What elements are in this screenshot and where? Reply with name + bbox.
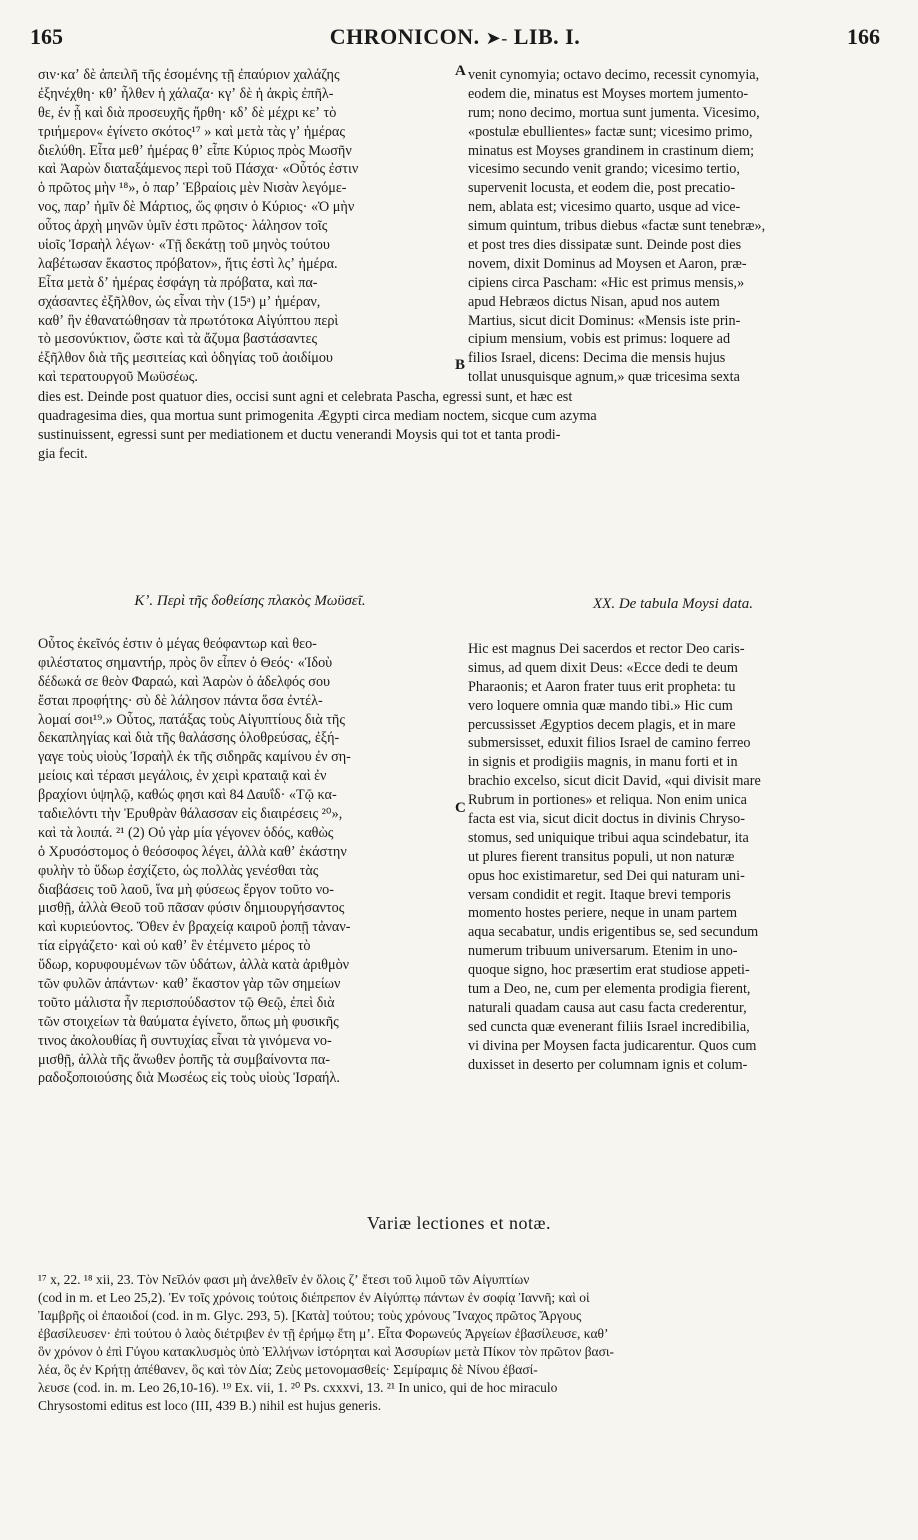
- section-heading-greek: Κʼ. Περὶ τῆς δοθείσης πλακὸς Μωϋσεῖ.: [134, 593, 366, 609]
- latin-text-line: opus hoc existimaretur, sed Dei qui naturam uni-: [468, 867, 745, 884]
- latin-text-line: tollat unusquisque agnum,» quæ tricesima sexta: [468, 369, 740, 386]
- greek-text-line: δεκαπληγίας καὶ διὰ τῆς θαλάσσης ὀλοθρεύσας, ἐξή-: [38, 730, 340, 747]
- latin-text-line: versam condidit et regit. Itaque brevi temporis: [468, 886, 731, 903]
- latin-text-line: rum; nono decimo, mortua sunt jumenta. Vicesimo,: [468, 104, 760, 121]
- greek-text-line: δέδωκά σε θεὸν Φαραώ, καὶ Ἀαρὼν ὁ ἀδελφός σου: [38, 673, 331, 690]
- greek-text-line: ραδοξοποιούσης διὰ Μωσέως εἰς τοὺς υἱοὺς Ἰσραήλ.: [38, 1070, 340, 1087]
- latin-text-line: Pharaonis; et Aaron frater tuus erit propheta: tu: [468, 678, 736, 695]
- latin-text-line: brachio excelso, sicut dicit David, «qui divisit mare: [468, 773, 761, 790]
- greek-text-line: καὶ Ἀαρὼν διαταξάμενος περὶ τοῦ Πάσχα· «Οὗτός ἐστιν: [38, 161, 359, 178]
- latin-text-line: Rubrum in portiones» et reliqua. Non enim unica: [468, 792, 747, 809]
- latin-text-line: in signis et prodigiis magnis, in manu forti et in: [468, 754, 738, 771]
- notes-title: Variæ lectiones et notæ.: [367, 1213, 551, 1233]
- greek-text-line: τὸ μεσονύκτιον, ὥστε καὶ τὰ ἄζυμα βαστάσαντες: [38, 331, 318, 348]
- greek-text-line: καὶ κυριεύοντος. Ὅθεν ἐν βραχείᾳ καιροῦ ῥοπῇ τἀναν-: [38, 919, 351, 936]
- greek-text-line: διελύθη. Εἶτα μεθʼ ἡμέρας θʼ εἶπε Κύριος πρὸς Μωσῆν: [38, 142, 352, 159]
- latin-text-line: submersisset, eduxit filios Israel de camino ferreo: [468, 735, 751, 752]
- greek-text-line: Οὗτος ἐκεῖνός ἐστιν ὁ μέγας θεόφαντωρ καὶ θεο-: [38, 636, 317, 652]
- latin-text-line: duxisset in deserto per columnam ignis et colum-: [468, 1056, 748, 1073]
- latin-text-line: vicesimo secundo venit grando; vicesimo tertio,: [468, 161, 740, 178]
- page-number-right: 166: [847, 24, 880, 49]
- note-line: ¹⁷ x, 22. ¹⁸ xii, 23. Τὸν Νεῖλόν φασι μὴ ἀνελθεῖν ἐν ὅλοις ζʼ ἔτεσι τοῦ λιμοῦ τῶν Αἰγυπτίων: [38, 1272, 530, 1287]
- note-line: ὃν χρόνον ὁ ἐπὶ Γύγου κατακλυσμὸς ὑπὸ Ἑλλήνων ἱστόρηται καὶ Ἀσσυρίων μετὰ Πίκον τὸν πρῶτον βασι-: [38, 1344, 615, 1359]
- greek-text-line: τῶν στοιχείων τὰ θαύματα ἐγίνετο, ὅπως μὴ φυσικῆς: [38, 1013, 339, 1030]
- latin-text-line: simus, ad quem dixit Deus: «Ecce dedi te deum: [468, 659, 738, 676]
- latin-text-line: eodem die, minatus est Moyses mortem jumento-: [468, 85, 749, 102]
- latin-text-line: Hic est magnus Dei sacerdos et rector Deo caris-: [468, 641, 745, 657]
- greek-text-line: καὶ τερατουργοῦ Μωϋσέως.: [38, 369, 198, 386]
- latin-text-line: vi divina per Moysen facta judicarentur. Quos cum: [468, 1037, 757, 1054]
- margin-marker-b: B: [455, 357, 466, 373]
- latin-text-line: nem, ablata est; vicesimo quarto, usque ad vice-: [468, 199, 741, 216]
- greek-text-line: λαβέτωσαν ἕκαστος πρόβατον», ἥτις ἐστὶ λςʼ ἡμέρα.: [38, 255, 338, 272]
- greek-text-line: ὁ Χρυσόστομος ὁ θεόσοφος λέγει, ἀλλὰ καθʼ ἑκάστην: [38, 843, 347, 860]
- latin-text-line: minatus est Moyses grandinem in crastinum diem;: [468, 142, 755, 159]
- section-heading-latin: XX. De tabula Moysi data.: [593, 596, 753, 612]
- latin-text-line: naturali quadam causa aut casu facta crederentur,: [468, 999, 747, 1016]
- latin-text-line: stomus, sed uniquique tribui aqua scindebatur, ita: [468, 829, 749, 846]
- latin-text-line: quadragesima dies, qua mortua sunt primogenita Ægypti circa mediam noctem, sicque cum azyma: [38, 407, 597, 424]
- page-number-left: 165: [30, 24, 63, 49]
- running-header: [30, 24, 880, 54]
- running-title-ornament: ➤-: [485, 28, 508, 48]
- greek-text-line: λομαί σοι¹⁹.» Οὗτος, πατάξας τοὺς Αἰγυπτίους διὰ τῆς: [38, 711, 345, 728]
- greek-text-line: τριήμερον« ἐγίνετο σκότος¹⁷ » καὶ μετὰ τὰς γʼ ἡμέρας: [38, 123, 345, 140]
- running-title: [30, 24, 880, 50]
- greek-text-line: μισθῇ, ἀλλὰ Θεοῦ τοῦ πᾶσαν φύσιν δημιουργήσαντος: [38, 900, 345, 917]
- latin-text-line: novem, dixit Dominus ad Moysen et Aaron, præ-: [468, 255, 747, 272]
- latin-text-line: gia fecit.: [38, 445, 88, 462]
- greek-text-line: ἐξηνέχθη· κθʼ ἦλθεν ἡ χάλαζα· κγʼ δὲ ἡ ἀκρὶς ἐπῆλ-: [38, 85, 334, 102]
- latin-text-line: «postulæ ebullientes» factæ sunt; vicesimo primo,: [468, 123, 753, 140]
- greek-text-line: καθʼ ἣν ἐθανατώθησαν τὰ πρωτότοκα Αἰγύπτου περὶ: [38, 312, 339, 329]
- note-line: Chrysostomi editus est loco (III, 439 B.) nihil est hujus generis.: [38, 1398, 382, 1413]
- latin-text-line: quoque signo, hoc præsertim erat studiose appeti-: [468, 962, 750, 979]
- latin-text-line: percussisset Ægyptios decem plagis, et in mare: [468, 716, 736, 733]
- greek-text-line: φιλέστατος σημαντήρ, πρὸς ὃν εἶπεν ὁ Θεός· «Ἰδοὺ: [38, 654, 333, 671]
- greek-text-line: γαγε τοὺς υἱοὺς Ἰσραὴλ ἐκ τῆς σιδηρᾶς καμίνου ἐν ση-: [38, 749, 351, 766]
- latin-text-line: ut plures fierent transitus populi, ut non naturæ: [468, 848, 735, 865]
- latin-text-line: momento hostes periere, neque in unam partem: [468, 905, 738, 922]
- running-title-main: CHRONICON.: [329, 24, 480, 49]
- greek-text-line: ἔσται προφήτης· σὺ δὲ λάλησον πάντα ὅσα ἐντέλ-: [38, 692, 323, 709]
- greek-text-line: μείοις καὶ τέρασι μεγάλοις, ἐν χειρὶ κραταιᾷ καὶ ἐν: [38, 768, 327, 785]
- latin-text-line: et post tres dies dissipatæ sunt. Deinde post dies: [468, 237, 742, 254]
- greek-text-line: Εἶτα μετὰ δʼ ἡμέρας ἐσφάγη τὰ πρόβατα, καὶ πα-: [38, 274, 318, 291]
- greek-text-line: υἱοῖς Ἰσραὴλ λέγων· «Τῇ δεκάτῃ τοῦ μηνὸς τούτου: [38, 237, 330, 254]
- greek-text-line: οὗτος ἀρχὴ μηνῶν ὑμῖν ἐστι πρῶτος· λάλησον τοῖς: [38, 218, 328, 235]
- greek-text-line: ὕδωρ, κορυφουμένων τῶν ὑδάτων, ἀλλὰ κατὰ ἀριθμὸν: [38, 957, 350, 974]
- running-title-book: LIB. I.: [513, 24, 581, 49]
- margin-marker-a: A: [455, 63, 466, 79]
- latin-text-line: apud Hebræos dictus Nisan, apud nos autem: [468, 293, 720, 310]
- note-line: (cod in m. et Leo 25,2). Ἐν τοῖς χρόνοις τούτοις διέπρεπον ἐν Αἰγύπτῳ πάντων ἐν σοφίᾳ Ἰαννῆ; καὶ οἱ: [38, 1290, 590, 1305]
- greek-text-line: νος, παρʼ ἡμῖν δὲ Μάρτιος, ὥς φησιν ὁ Κύριος· «Ὁ μὴν: [38, 199, 355, 216]
- latin-text-line: venit cynomyia; octavo decimo, recessit cynomyia,: [468, 67, 760, 83]
- latin-text-line: numerum tribuum universarum. Etenim in uno-: [468, 943, 738, 960]
- greek-text-line: διαβάσεις τοῦ λαοῦ, ἵνα μὴ φύσεως ἔργον τοῦτο νο-: [38, 881, 334, 898]
- greek-text-line: ἐξῆλθον διὰ τῆς μεσιτείας καὶ ὁδηγίας τοῦ ἀοιδίμου: [38, 350, 333, 367]
- note-line: Ἰαμβρῆς οἱ ἐπαοιδοί (cod. in m. Glyc. 293, 5). [Κατὰ] τούτου; τοὺς χρόνους Ἴναχος πρῶτος Ἄργους: [38, 1308, 582, 1323]
- latin-text-line: tum a Deo, ne, cum per elementa prodigia fierent,: [468, 981, 751, 998]
- latin-column-top: [468, 66, 878, 387]
- latin-text-line: Martius, sicut dicit Dominus: «Mensis iste prin-: [468, 312, 741, 329]
- latin-column-bottom: [468, 640, 878, 1074]
- latin-text-line: cipiens circa Pascham: «Hic est primus mensis,»: [468, 274, 745, 291]
- latin-text-line: simum quintum, tribus diebus «factæ sunt tenebræ»,: [468, 218, 766, 235]
- greek-text-line: τία εἰργάζετο· καὶ οὐ καθʼ ἓν ἐτέμνετο μέρος τὸ: [38, 938, 311, 955]
- greek-text-line: μισθῇ, ἀλλὰ τῆς ἄνωθεν ῥοπῆς τὰ συμβαίνοντα πα-: [38, 1051, 331, 1068]
- greek-text-line: θε, ἐν ᾗ καὶ διὰ προσευχῆς ἤρθη· κδʼ δὲ μέχρι κεʼ τὸ: [38, 104, 337, 121]
- latin-text-line: aqua secabatur, undis erigentibus se, sed secundum: [468, 924, 759, 941]
- latin-text-line: dies est. Deinde post quatuor dies, occisi sunt agni et celebrata Pascha, egressi sunt, et hæc est: [38, 389, 573, 405]
- note-line: λευσε (cod. in. m. Leo 26,10-16). ¹⁹ Ex. vii, 1. ²⁰ Ps. cxxxvi, 13. ²¹ In unico, qui de hoc miraculo: [38, 1380, 558, 1395]
- latin-text-line: cipium mensium, vobis est primus: loquere ad: [468, 331, 731, 348]
- note-line: λέα, ὃς ἐν Κρήτῃ ἀπέθανεν, ὃς καὶ τὸν Δία; Ζεὺς μετονομασθείς· Σεμίραμις δὲ Νίνου ἐβασί-: [38, 1362, 538, 1377]
- greek-text-line: βραχίονι ὑψηλῷ, καθώς φησι καὶ 84 Δαυΐδ· «Τῷ κα-: [38, 787, 337, 804]
- margin-marker-c: C: [455, 800, 466, 816]
- note-line: ἐβασίλευσεν· ἐπὶ τούτου ὁ λαὸς διέτριβεν ἐν τῇ ἐρήμῳ ἔτη μʼ. Εἶτα Φορωνεύς Ἀργείων ἐβασίλευσε, καθʼ: [38, 1326, 609, 1341]
- variant-readings-notes: [38, 1271, 880, 1415]
- greek-text-line: καὶ τὰ λοιπά. ²¹ (2) Οὐ γὰρ μία γέγονεν ὁδός, καθὼς: [38, 824, 334, 841]
- greek-text-line: φυλὴν τὸ ὕδωρ ἐσχίζετο, ὡς πολλὰς γενέσθαι τὰς: [38, 862, 319, 879]
- greek-text-line: σιν·καʼ δὲ ἀπειλῆ τῆς ἐσομένης τῇ ἐπαύριον χαλάζης: [38, 67, 340, 83]
- latin-text-line: sed cuncta quæ evenerant filiis Israel incredibilia,: [468, 1018, 750, 1035]
- greek-column-bottom: [38, 635, 458, 1088]
- greek-text-line: τινος ἀκολουθίας ἢ συντυχίας εἶναι τὰ γινόμενα νο-: [38, 1032, 332, 1049]
- greek-text-line: σχάσαντες ἐξῆλθον, ὡς εἶναι τὴν (15ᵃ) μʼ ἡμέραν,: [38, 293, 321, 310]
- latin-text-line: vero loquere omnia quæ mando tibi.» Hic cum: [468, 697, 733, 714]
- latin-full-width-text: [38, 388, 878, 464]
- greek-text-line: ταδιελόντι τὴν Ἐρυθρὰν θάλασσαν εἰς διαιρέσεις ²⁰»,: [38, 806, 343, 823]
- greek-text-line: τοῦτο μάλιστα ἦν περισπούδαστον τῷ Θεῷ, ἐπεὶ διὰ: [38, 994, 335, 1011]
- latin-text-line: supervenit locusta, et eodem die, post precatio-: [468, 180, 736, 197]
- greek-column-top: [38, 66, 458, 387]
- greek-text-line: τῶν φυλῶν ἁπάντων· καθʼ ἕκαστον γὰρ τῶν σημείων: [38, 976, 341, 993]
- latin-text-line: facta est via, sicut dicit doctus in divinis Chryso-: [468, 811, 746, 828]
- greek-text-line: ὁ πρῶτος μὴν ¹⁸», ὁ παρʼ Ἑβραίοις μὲν Νισὰν λεγόμε-: [38, 180, 347, 197]
- latin-text-line: filios Israel, dicens: Decima die mensis hujus: [468, 350, 726, 367]
- latin-text-line: sustinuissent, egressi sunt per mediationem et ductu venerandi Moysis qui tot et tanta prodi-: [38, 426, 561, 443]
